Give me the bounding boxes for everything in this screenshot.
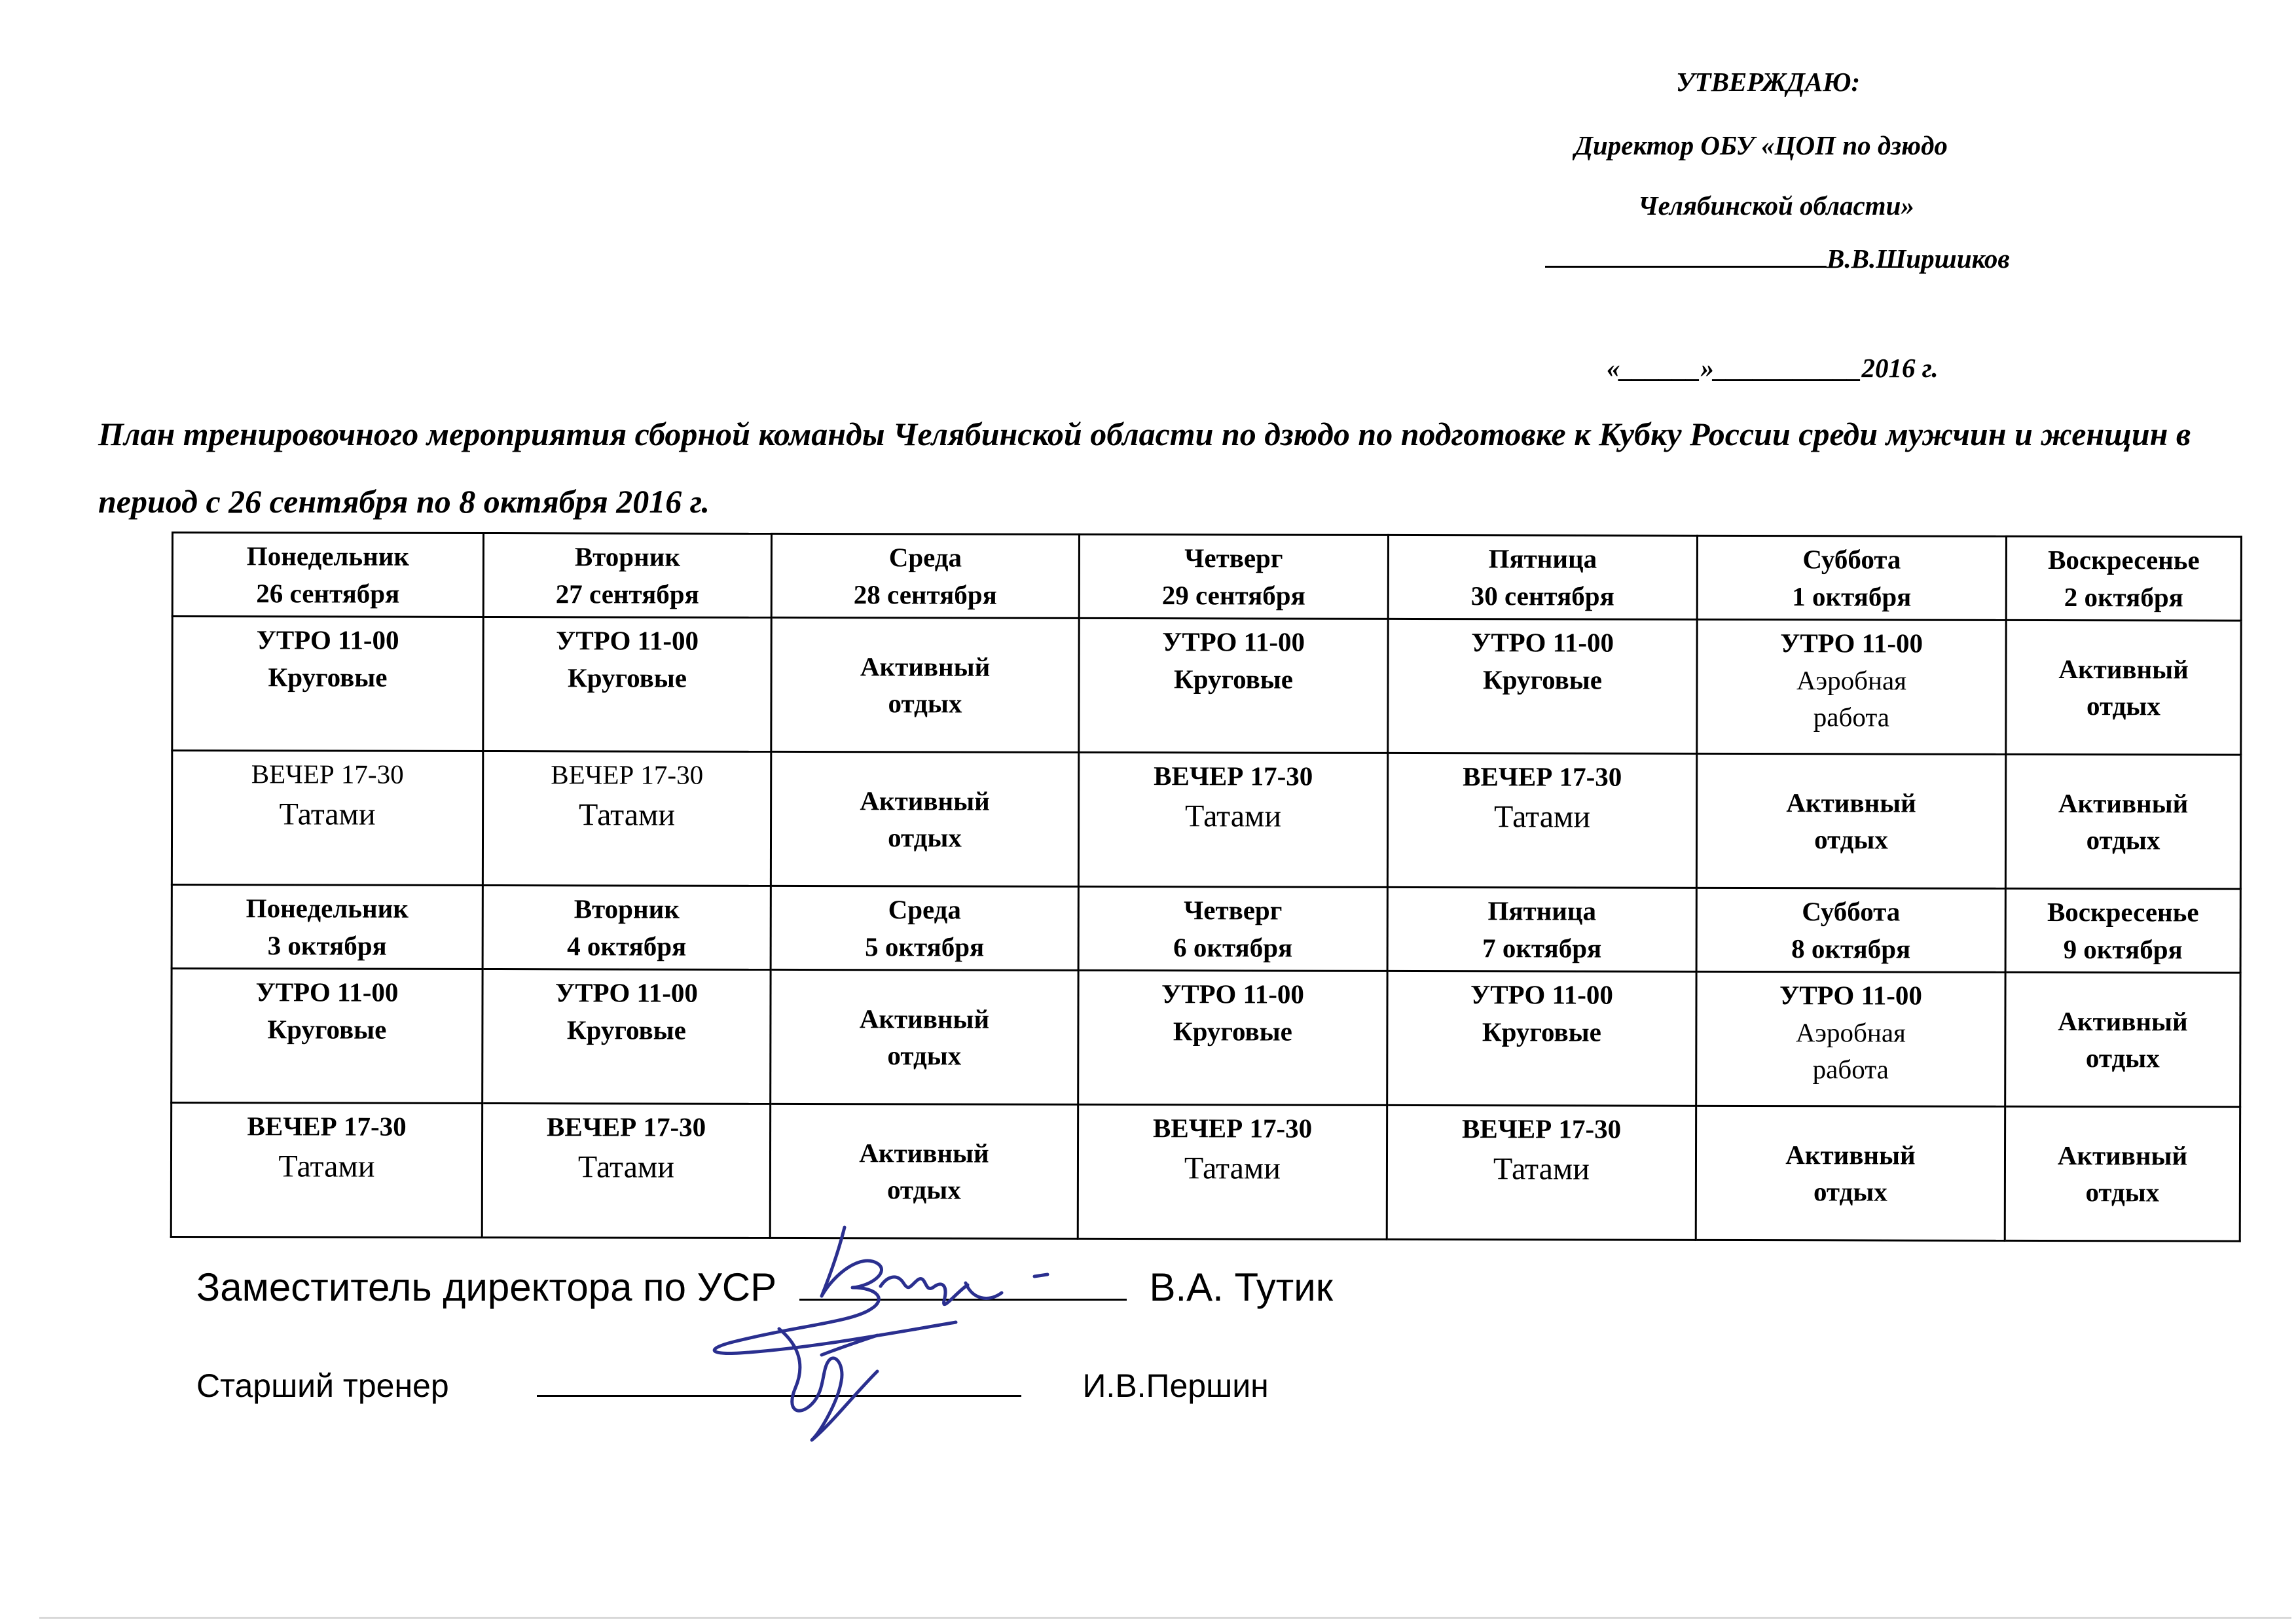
session-cell [171,1103,482,1238]
day-header [1696,888,2005,973]
day-header [1388,535,1697,619]
session-activity: Татами [278,1149,375,1184]
session-cell [1387,753,1696,888]
rest-label: отдых [886,1174,961,1205]
day-name: Суббота [1802,544,1901,575]
session-cell [483,751,771,886]
session-time: УТРО 11-00 [1471,627,1614,658]
rest-label: отдых [888,822,962,853]
session-cell [1078,753,1387,888]
day-header [1387,888,1696,972]
day-date: 7 октября [1482,932,1602,964]
approval-sign-name: В.В.Ширшиков [1827,244,2010,274]
day-name: Суббота [1802,896,1901,927]
day-date: 3 октября [267,930,387,961]
session-activity: Татами [577,1149,675,1185]
page-bottom-edge [39,1617,2291,1619]
day-date: 2 октября [2064,581,2183,613]
session-cell [172,617,483,751]
day-date: 29 сентября [1161,579,1305,611]
day-header [2006,536,2241,621]
session-time: УТРО 11-00 [1470,979,1613,1010]
session-time: ВЕЧЕР 17-30 [551,759,704,790]
rest-label: отдых [1813,1176,1887,1207]
week2-header-row [172,885,2240,973]
day-date: 9 октября [2063,933,2183,965]
day-name: Четверг [1184,543,1283,573]
rest-label: отдых [2086,691,2160,721]
day-name: Понедельник [246,893,409,924]
session-time: ВЕЧЕР 17-30 [1461,1113,1622,1144]
session-cell [1696,1106,2005,1241]
day-date: 5 октября [865,931,985,962]
approval-signature-line [1545,245,2010,272]
approval-signature-blank [1545,266,1827,268]
day-date: 4 октября [567,931,687,962]
session-time: УТРО 11-00 [256,624,399,655]
session-cell [1078,971,1387,1106]
training-schedule-table [170,532,2242,1242]
session-cell [1696,754,2005,889]
session-time: УТРО 11-00 [555,977,698,1008]
day-date: 26 сентября [256,577,400,609]
session-activity: Аэробная [1796,664,1907,696]
session-cell [483,969,771,1104]
week1-evening-row [172,751,2240,890]
day-header [483,533,771,617]
session-cell [1079,619,1388,753]
rest-label: Активный [2057,1140,2188,1171]
session-activity: Татами [1184,1151,1281,1186]
rest-label: Активный [2058,653,2189,685]
day-date: 27 сентября [555,578,699,609]
day-name: Пятница [1488,543,1597,574]
rest-label: отдых [888,688,962,719]
day-name: Воскресенье [2047,897,2199,928]
session-time: ВЕЧЕР 17-30 [547,1111,706,1143]
session-cell [172,751,483,886]
session-activity: Круговые [1173,1016,1292,1047]
session-time: УТРО 11-00 [1161,979,1304,1009]
rest-label: отдых [1814,824,1888,855]
week1-morning-row [172,617,2241,755]
session-time: ВЕЧЕР 17-30 [247,1111,407,1142]
day-header [771,533,1079,618]
session-activity: Татами [1184,798,1282,834]
rest-label: Активный [859,1137,989,1168]
session-time: УТРО 11-00 [1162,626,1305,657]
day-header [2005,889,2240,973]
session-cell [771,618,1079,753]
session-time: УТРО 11-00 [556,625,699,656]
session-time: УТРО 11-00 [1779,980,1922,1011]
session-cell [1078,1105,1387,1240]
session-activity: Круговые [566,1015,686,1045]
day-header [172,885,483,969]
day-name: Среда [888,894,961,925]
rest-label: Активный [859,1003,990,1034]
day-date: 6 октября [1173,931,1293,963]
session-activity: Круговые [568,662,687,693]
day-name: Пятница [1487,895,1597,926]
approval-director-line: Директор ОБУ «ЦОП по дзюдо [1575,130,1948,160]
session-cell [771,752,1078,887]
rest-label: Активный [2058,1005,2188,1037]
session-cell [1696,972,2005,1107]
session-time: ВЕЧЕР 17-30 [251,759,404,789]
session-cell [2005,755,2240,890]
rest-label: Активный [1785,1139,1916,1170]
rest-label: Активный [860,651,991,682]
deputy-name: В.А. Тутик [1149,1265,1334,1309]
session-time: ВЕЧЕР 17-30 [1463,761,1622,792]
day-header [172,533,483,617]
session-cell [1387,1106,1696,1240]
approval-org-line: Челябинской области» [1638,190,1914,221]
approval-heading: УТВЕРЖДАЮ: [1676,67,1861,97]
day-header [771,886,1078,971]
week1-header-row [172,533,2241,621]
session-cell [1697,620,2006,755]
week2-morning-row [172,969,2240,1108]
rest-label: Активный [2058,787,2189,819]
session-activity: Аэробная [1795,1017,1906,1048]
session-cell [771,970,1078,1105]
page-title: План тренировочного мероприятия сборной команды Челябинской области по дзюдо по подготовке к Кубку России среди мужчин и женщин в период с 26 сентября по 8 октября 2016 г. [98,416,2191,520]
session-time: УТРО 11-00 [1780,628,1923,659]
deputy-title: Заместитель директора по УСР [196,1265,777,1309]
rest-label: отдых [2085,1177,2160,1208]
day-name: Вторник [574,541,681,572]
coach-title: Старший тренер [196,1367,449,1404]
rest-label: отдых [2085,1043,2160,1074]
day-date: 28 сентября [853,579,997,610]
session-activity: Татами [1493,1151,1590,1187]
session-activity: Татами [279,797,376,832]
rest-label: Активный [1786,787,1916,818]
session-cell [483,617,771,752]
day-date: 1 октября [1792,581,1912,612]
session-activity: Круговые [1174,663,1294,695]
session-activity: Круговые [1482,1017,1601,1047]
session-activity: Татами [578,797,676,833]
day-name: Воскресенье [2048,545,2200,575]
day-date: 30 сентября [1470,580,1614,611]
session-activity: Татами [1493,799,1591,835]
rest-label: отдых [887,1040,962,1071]
session-activity: работа [1813,702,1890,732]
rest-label: отдых [2086,825,2160,856]
session-activity: Круговые [267,1014,387,1045]
session-activity: работа [1812,1054,1889,1085]
session-cell [2005,973,2240,1108]
day-header [483,886,771,970]
session-activity: Круговые [1483,664,1603,695]
handwritten-signature-icon [681,1214,1074,1463]
session-cell [172,969,483,1104]
day-header [1078,887,1387,971]
session-time: ВЕЧЕР 17-30 [1154,761,1313,791]
session-time: УТРО 11-00 [255,977,399,1008]
session-cell [1387,971,1696,1106]
session-cell [1388,619,1697,754]
rest-label: Активный [860,785,990,816]
session-time: ВЕЧЕР 17-30 [1152,1113,1313,1144]
session-activity: Круговые [268,662,388,693]
day-name: Среда [888,542,962,573]
day-name: Понедельник [246,541,410,571]
day-name: Четверг [1184,895,1283,926]
day-name: Вторник [574,893,680,924]
approval-date-line: «______»___________2016 г. [1607,353,1939,383]
session-cell [2006,621,2241,755]
session-cell [2005,1107,2240,1242]
day-header [1697,535,2006,620]
day-date: 8 октября [1791,933,1911,964]
coach-name: И.В.Першин [1082,1367,1269,1404]
day-header [1079,534,1388,619]
week2-evening-row [171,1103,2240,1242]
